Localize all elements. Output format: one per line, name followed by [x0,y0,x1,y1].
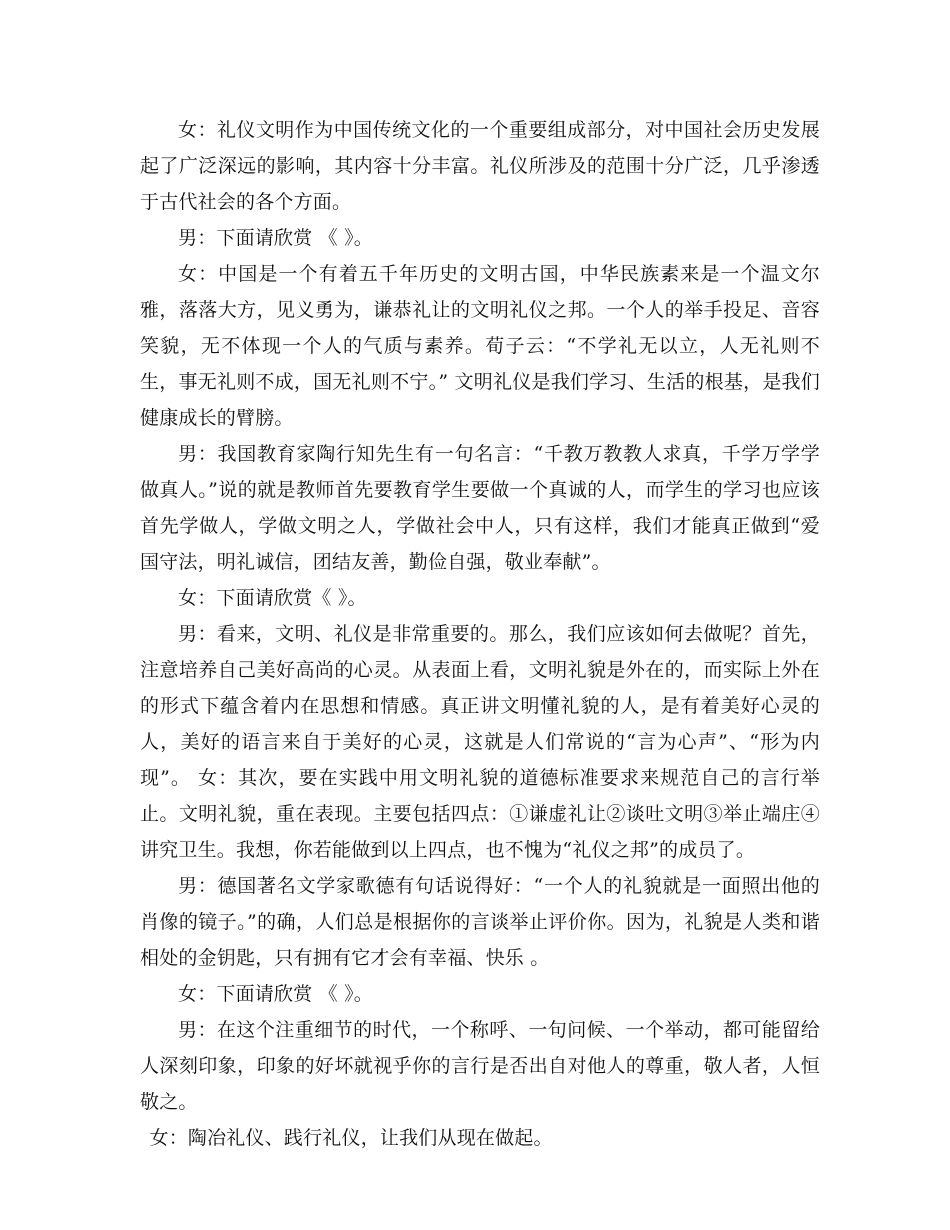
paragraph-7: 男：德国著名文学家歌德有句话说得好：“一个人的礼貌就是一面照出他的肖像的镜子。”的确，人们总是根据你的言谈举止评价你。因为，礼貌是人类和谐相处的金钥匙，只有拥有它才会有幸福、快乐 。 [140,875,820,969]
paragraph-3: 女：中国是一个有着五千年历史的文明古国，中华民族素来是一个温文尔雅，落落大方，见义勇为，谦恭礼让的文明礼仪之邦。一个人的举手投足、音容笑貌，无不体现一个人的气质与素养。荀子云：“不学礼无以立，人无礼则不生，事无礼则不成，国无礼则不宁。” 文明礼仪是我们学习、生活的根基，是我们健康成长的臂膀。 [140,263,820,429]
paragraph-9: 男：在这个注重细节的时代，一个称呼、一句问候、一个举动，都可能留给人深刻印象，印象的好坏就视乎你的言行是否出自对他人的尊重，敬人者，人恒敬之。 [140,1019,820,1113]
document-body [140,112,820,1156]
paragraph-1: 女：礼仪文明作为中国传统文化的一个重要组成部分，对中国社会历史发展起了广泛深远的影响，其内容十分丰富。礼仪所涉及的范围十分广泛，几乎渗透于古代社会的各个方面。 [140,119,820,213]
paragraph-10: 女：陶冶礼仪、践行礼仪，让我们从现在做起。 [149,1127,553,1149]
paragraph-4: 男：我国教育家陶行知先生有一句名言：“千教万教教人求真，千学万学学做真人。”说的就是教师首先要教育学生要做一个真诚的人，而学生的学习也应该首先学做人，学做文明之人，学做社会中人，只有这样，我们才能真正做到“爱国守法，明礼诚信，团结友善，勤俭自强，敬业奉献”。 [140,443,820,573]
paragraph-2: 男：下面请欣赏 《 》。 [178,227,373,249]
paragraph-8: 女：下面请欣赏 《 》。 [178,983,373,1005]
paragraph-6: 男：看来，文明、礼仪是非常重要的。那么，我们应该如何去做呢？首先，注意培养自己美好高尚的心灵。从表面上看，文明礼貌是外在的，而实际上外在的形式下蕴含着内在思想和情感。真正讲文明懂礼貌的人，是有着美好心灵的人，美好的语言来自于美好的心灵，这就是人们常说的“言为心声”、“形为内现”。 女：其次，要在实践中用文明礼貌的道德标准要求来规范自己的言行举止。文明礼貌，重在表现。主要包括四点：①谦虚礼让②谈吐文明③举止端庄④讲究卫生。我想，你若能做到以上四点，也不愧为“礼仪之邦”的成员了。 [140,623,820,861]
paragraph-5: 女：下面请欣赏《 》。 [178,587,367,609]
